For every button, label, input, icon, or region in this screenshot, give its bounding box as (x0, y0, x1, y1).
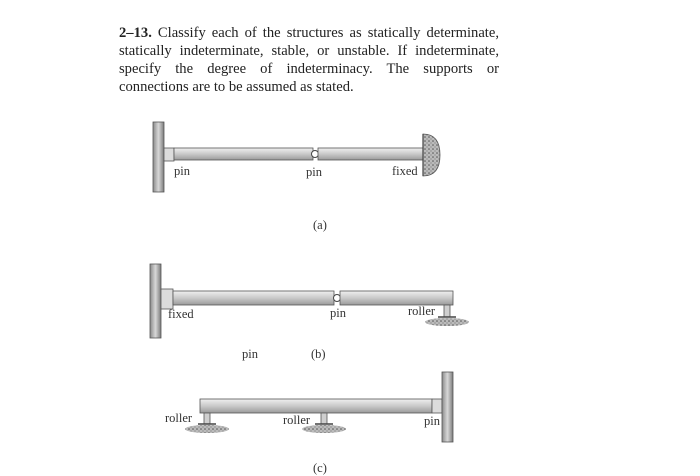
beam-c (200, 399, 432, 413)
problem-number: 2–13. (119, 25, 152, 41)
caption-c: (c) (313, 461, 327, 475)
pin-hinge-middle (312, 151, 319, 158)
wall-column-left (153, 122, 164, 192)
caption-b: (b) (311, 347, 326, 361)
fixed-plate-left (161, 289, 173, 309)
label-b-middle: pin (330, 306, 346, 320)
label-b-stray: pin (242, 347, 258, 361)
pin-plate-left (164, 148, 174, 161)
wall-column-left (150, 264, 161, 338)
label-a-left: pin (174, 164, 190, 178)
label-b-left: fixed (168, 307, 194, 321)
label-b-right: roller (408, 304, 436, 318)
label-c-middle: roller (283, 413, 311, 427)
structure-c (165, 372, 453, 475)
structure-b (150, 264, 469, 361)
pin-hinge-middle (334, 295, 341, 302)
problem-text: Classify each of the structures as statically determinate, statically indeterminate, stable, or unstable. If indeterminate, specify the degree of indeterminacy. The supports or connections are to be assumed as stated. (119, 25, 499, 95)
beam-b-left (173, 291, 334, 305)
beam-b-right (340, 291, 453, 305)
label-a-right: fixed (392, 164, 418, 178)
wall-column-right (442, 372, 453, 442)
fixed-wall-right (423, 134, 440, 176)
label-c-left: roller (165, 411, 193, 425)
pin-plate-right (432, 399, 442, 413)
label-c-right: pin (424, 414, 440, 428)
beam-a-left (174, 148, 313, 160)
caption-a: (a) (313, 218, 327, 232)
beam-a-right (318, 148, 423, 160)
structure-a (153, 122, 440, 232)
label-a-middle: pin (306, 165, 322, 179)
